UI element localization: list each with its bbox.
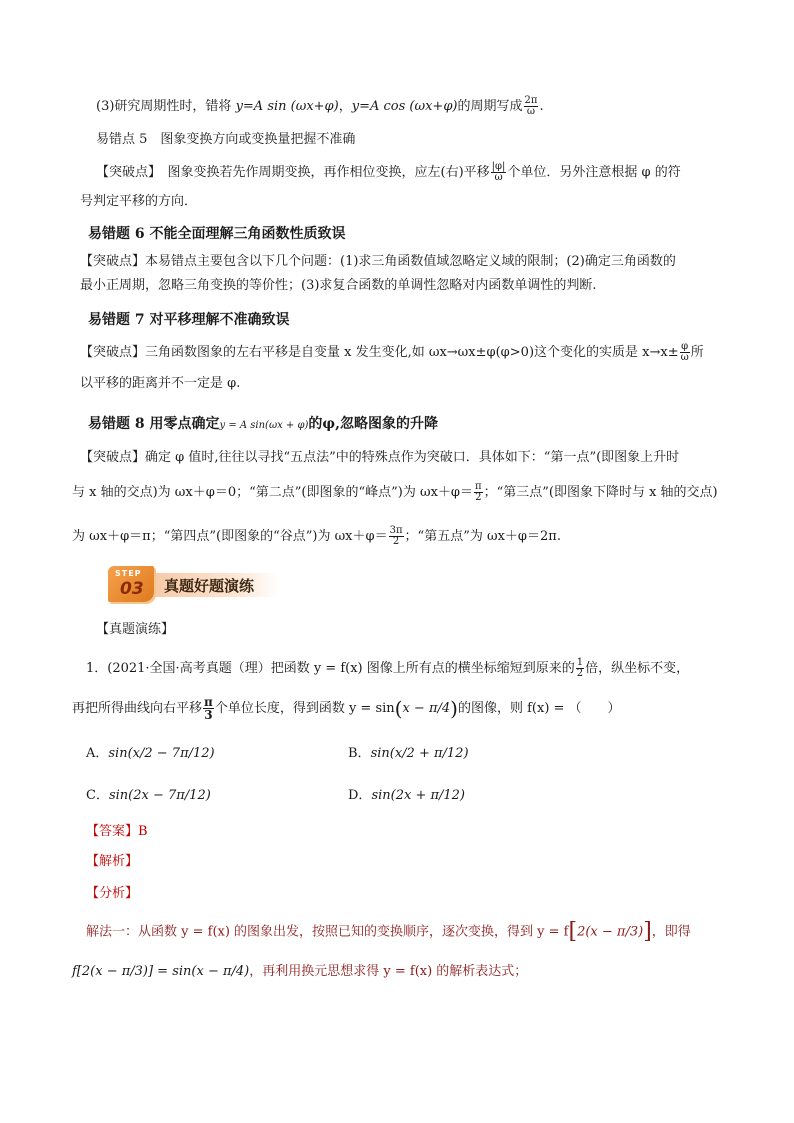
text-line-8a: 【突破点】确定 φ 值时,往往以寻找“五点法”中的特殊点作为突破口．具体如下：“第一点”(即图象上升时 [80,450,680,465]
text-line-direction: 号判定平移的方向． [80,194,198,209]
fraction-phi-omega [491,162,507,183]
fraction-denominator: 2 [392,536,400,547]
text-segment: 与 x 轴的交点)为 ωx＋φ＝0；“第二点”(即图象的“峰点”)为 ωx＋φ＝ [72,485,474,500]
text-line-breakthrough [96,162,681,183]
text-line-8b [72,482,718,503]
question-1-line-1 [86,658,689,679]
solution-line-2 [72,962,527,982]
option-formula: sin(2x − 7π/12) [108,788,211,803]
fraction-denominator: 2 [475,492,482,503]
text-segment: 的图像，则 f(x) = （ ） [457,701,621,716]
text-segment: 为 ωx＋φ＝π；“第四点”(即图象的“谷点”)为 ωx＋φ＝ [72,529,388,544]
text-line-6a: 【突破点】本易错点主要包含以下几个问题：(1)求三角函数值域忽略定义域的限制；(2)确定三角函数的 [80,254,676,269]
option-b[interactable] [348,744,469,764]
text-segment: ，即得 [651,924,691,940]
analysis-label: 【解析】 [86,854,139,869]
option-d[interactable] [348,786,465,806]
text-line-7b: 以平移的距离并不一定是 φ. [80,376,241,391]
text-segment: 解法一：从函数 y = f(x) 的图象出发，按照已知的变换顺序，逐次变换，得到 y = f [86,924,569,940]
fraction-numerator: 1 [576,657,584,668]
fraction-2pi-omega [524,96,539,117]
fraction-denominator: 3 [204,708,213,722]
option-c[interactable] [86,786,211,806]
fraction-numerator: φ [681,341,689,352]
step-badge [108,566,280,604]
bracket-close: ] [643,919,652,944]
step-number: 03 [120,579,144,599]
fraction-denominator: ω [494,172,503,183]
fenxi-label: 【分析】 [86,886,139,901]
paren-open: ( [394,696,403,721]
option-label: B． [348,746,371,761]
option-formula: sin(x/2 + π/12) [370,746,469,761]
fraction-phi-omega [680,342,690,363]
text-segment: 的周期写成 [457,99,523,114]
formula-inner: x − π/4 [402,701,451,716]
text-segment: (3)研究周期性时，错将 [96,99,236,114]
option-label: C． [86,788,109,803]
option-a[interactable] [86,744,215,764]
fraction-numerator: 2π [524,95,538,106]
heading-mistake-7: 易错题 7 对平移理解不准确致误 [88,312,290,328]
heading-text: 的φ,忽略图象的升降 [308,416,438,432]
question-1-line-2 [72,696,621,721]
bracket-open: [ [568,919,578,944]
practice-header: 【真题演练】 [96,622,175,637]
fraction-3pi-2 [389,526,404,547]
text-segment: ；“第五点”为 ωx＋φ＝2π. [404,529,561,544]
fraction-pi-2 [474,482,483,503]
fraction-numerator: π [475,481,482,492]
text-segment: 再把所得曲线向右平移 [72,701,203,716]
fraction-numerator: 3π [389,525,403,536]
formula-asin: y = A sin(ωx + φ) [219,420,309,431]
text-segment: 所 [690,345,704,360]
text-segment: 个单位长度，得到函数 y = sin [214,701,395,716]
text-segment: 1．(2021·全国·高考真题（理）把函数 y = f(x) 图像上所有点的横坐标缩短到原来的 [86,661,575,676]
heading-mistake-8 [88,414,438,436]
fraction-denominator: ω [680,352,689,363]
text-segment: ， [338,99,352,114]
step-tag [108,566,154,602]
option-label: A． [86,746,109,761]
formula-inner: 2(x − π/3) [577,924,644,940]
answer: 【答案】B [86,824,148,839]
text-line-period-mistake [96,96,544,117]
mistake-point-5: 易错点 5 图象变换方向或变换量把握不准确 [96,132,356,147]
solution-line-1 [86,919,691,944]
fraction-denominator: 2 [576,668,584,679]
option-formula: sin(2x + π/12) [371,788,466,803]
fraction-denominator: ω [526,106,536,117]
fraction-numerator: |φ| [491,161,506,172]
paren-close: ) [450,696,458,721]
text-line-6b: 最小正周期，忽略三角变换的等价性；(3)求复合函数的单调性忽略对内函数单调性的判断. [80,278,597,293]
text-line-8c [72,526,561,547]
step-word: STEP [115,569,142,578]
text-segment: 【突破点】三角函数图象的左右平移是自变量 x 发生变化,如 ωx→ωx±φ(φ>0)这个变化的实质是 x→x± [80,345,679,360]
heading-mistake-6: 易错题 6 不能全面理解三角函数性质致误 [88,226,346,242]
option-label: D． [348,788,372,803]
heading-text: 易错题 8 用零点确定 [88,416,220,432]
formula-equation: f[2(x − π/3)] = sin(x − π/4) [72,964,250,979]
text-segment: . [539,99,544,114]
step-title: 真题好题演练 [164,577,255,595]
fraction-1-2 [576,658,584,679]
option-formula: sin(x/2 − 7π/12) [108,746,215,761]
text-segment: 倍，纵坐标不变， [585,661,690,676]
text-segment: ；“第三点”(即图象下降时与 x 轴的交点) [483,485,718,500]
fraction-numerator: π [204,695,213,709]
formula-sin: y=A sin (ωx+φ) [235,99,339,114]
text-segment: 个单位．另外注意根据 φ 的符 [507,165,681,180]
text-line-7a [80,342,704,363]
text-segment: 【突破点】 图象变换若先作周期变换，再作相位变换，应左(右)平移 [96,165,490,180]
text-segment: ，再利用换元思想求得 y = f(x) 的解析表达式； [249,964,528,979]
formula-cos: y=A cos (ωx+φ) [351,99,458,114]
fraction-pi-3 [203,696,214,721]
